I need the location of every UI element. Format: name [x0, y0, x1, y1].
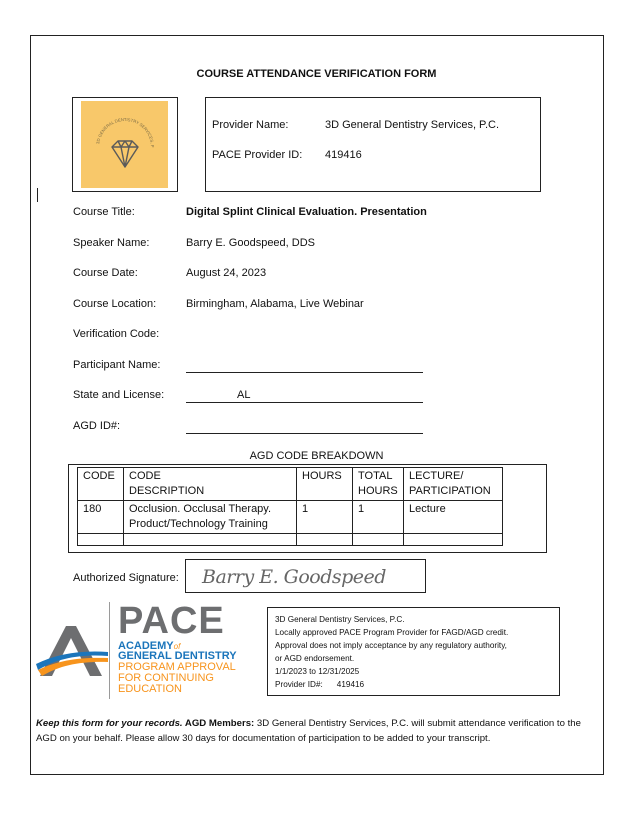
pace-a-icon [36, 620, 108, 678]
provider-id-value: 419416 [325, 149, 362, 161]
state-license-field[interactable] [186, 401, 423, 403]
pace-line-continuing: FOR CONTINUING [118, 672, 214, 684]
approval-box [267, 607, 560, 696]
logo-text: 3D GENERAL DENTISTRY SERVICES, P [95, 116, 156, 148]
approval-line: or AGD endorsement. [275, 654, 355, 663]
provider-id-label: PACE Provider ID: [212, 149, 303, 161]
header-lecture-participation: LECTURE/ PARTICIPATION [404, 468, 503, 501]
approval-line: 3D General Dentistry Services, P.C. [275, 615, 405, 624]
provider-name-value: 3D General Dentistry Services, P.C. [325, 119, 500, 131]
speaker-label: Speaker Name: [73, 237, 150, 249]
approval-line: Locally approved PACE Program Provider for FAGD/AGD credit. [275, 628, 509, 637]
speaker-value: Barry E. Goodspeed, DDS [186, 237, 316, 249]
cell-type: Lecture [404, 501, 503, 534]
course-location-value: Birmingham, Alabama, Live Webinar [186, 298, 364, 310]
course-title-label: Course Title: [73, 206, 135, 218]
pace-line-gd: GENERAL DENTISTRY [118, 650, 237, 662]
form-title: COURSE ATTENDANCE VERIFICATION FORM [196, 68, 437, 80]
provider-name-label: Provider Name: [212, 119, 289, 131]
state-license-label: State and License: [73, 389, 165, 401]
cell-description[interactable] [124, 534, 297, 546]
cell-total-hours: 1 [353, 501, 404, 534]
course-location-label: Course Location: [73, 298, 157, 310]
participant-name-field[interactable] [186, 371, 423, 373]
approval-provider-id: Provider ID#: 419416 [275, 680, 365, 689]
table-row [78, 534, 503, 546]
table-row [78, 501, 503, 534]
pace-line-education: EDUCATION [118, 683, 182, 695]
provider-box [205, 97, 541, 192]
agd-id-label: AGD ID#: [73, 420, 121, 432]
header-description: CODE DESCRIPTION [124, 468, 297, 501]
cell-hours[interactable] [297, 534, 353, 546]
logo-divider [109, 602, 110, 699]
cell-description: Occlusion. Occlusal Therapy. Product/Technology Training [124, 501, 297, 534]
cell-total-hours[interactable] [353, 534, 404, 546]
cell-hours: 1 [297, 501, 353, 534]
pace-line-approval: PROGRAM APPROVAL [118, 661, 236, 673]
cell-type[interactable] [404, 534, 503, 546]
course-title-value: Digital Splint Clinical Evaluation. Presentation [186, 206, 427, 218]
course-date-label: Course Date: [73, 267, 138, 279]
footer-note: Keep this form for your records. AGD Members: 3D General Dentistry Services, P.C. will submit attendance verification to the AGD on your behalf. Please allow 30 days for documentation of participation to be added to your transcript. [36, 718, 581, 744]
approval-line: Approval does not imply acceptance by any regulatory authority, [275, 641, 507, 650]
breakdown-title: AGD CODE BREAKDOWN [249, 450, 384, 462]
provider-logo [81, 101, 168, 188]
participant-name-label: Participant Name: [73, 359, 161, 371]
cell-code: 180 [78, 501, 124, 534]
signature-label: Authorized Signature: [73, 572, 179, 584]
header-code: CODE [78, 468, 124, 501]
pace-line-academy: ACADEMYof [118, 640, 181, 652]
pace-word: PACE [118, 600, 225, 642]
text-cursor [37, 188, 38, 202]
diamond-icon [81, 101, 168, 188]
signature-image: Barry E. Goodspeed [202, 566, 386, 588]
verification-code-label: Verification Code: [73, 328, 160, 340]
approval-dates: 1/1/2023 to 12/31/2025 [275, 667, 360, 676]
agd-id-field[interactable] [186, 432, 423, 434]
header-total-hours: TOTAL HOURS [353, 468, 404, 501]
cell-code[interactable] [78, 534, 124, 546]
state-value: AL [237, 389, 251, 401]
header-hours: HOURS [297, 468, 353, 501]
table-header-row [78, 468, 503, 501]
agd-code-table [77, 467, 503, 546]
course-date-value: August 24, 2023 [186, 267, 267, 279]
